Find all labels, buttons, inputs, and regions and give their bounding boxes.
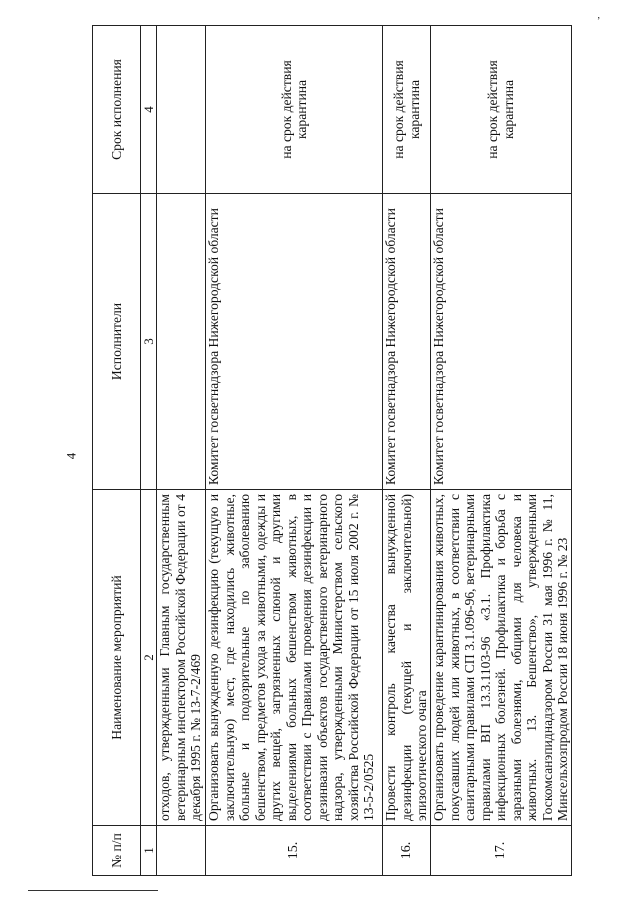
rotated-table-container	[92, 26, 632, 876]
header-name: Наименование мероприятий	[93, 490, 141, 826]
row-num: 15.	[206, 826, 383, 876]
scan-mark: ʼ	[597, 16, 601, 27]
row-name: Организовать проведение карантинирования животных, покусавших людей или животных, в соответствии с санитарными правилами СП 3.1.096-96, ветеринарными правилами ВП 13.3.1103-96 «3.1. Профилактика инфекционных болезней. Профилактика и борьба с заразными болезнями, общими для человека и животных. 13. Бешенство», утвержденными Госкомсанэпиднадзором России 31 мая 1996 г. № 11, Минсельхозпродом России 18 июня 1996 г. № 23	[431, 490, 572, 826]
row-num: 16.	[383, 826, 431, 876]
row-deadline: на срок действия карантина	[383, 26, 431, 194]
row-executors: Комитет госветнадзора Нижегородской области	[383, 194, 431, 490]
row-name: Организовать вынужденную дезинфекцию (текущую и заключительную) мест, где находились животные, больные и подозрительные по заболеванию бешенством, предметов ухода за животными, одежды и других вещей, загрязненных слюной и другими выделениями больных бешенством животных, в соответствии с Правилами проведения дезинфекции и дезинвазии объектов государственного ветеринарного надзора, утвержденными Министерством сельского хозяйства Российской Федерации от 15 июля 2002 г. № 13-5-2/0525	[206, 490, 383, 826]
row-executors: Комитет госветнадзора Нижегородской области	[206, 194, 383, 490]
column-index: 4	[141, 26, 157, 194]
row-name: Провести контроль качества вынужденной дезинфекции (текущей и заключительной) эпизоотического очага	[383, 490, 431, 826]
column-index: 2	[141, 490, 157, 826]
footnote-rule	[28, 890, 158, 891]
table-row	[431, 26, 572, 876]
column-index-row	[141, 26, 157, 876]
table-row	[206, 26, 383, 876]
measures-table	[92, 25, 572, 876]
row-deadline	[157, 26, 206, 194]
row-executors	[157, 194, 206, 490]
row-num: 17.	[431, 826, 572, 876]
column-index: 1	[141, 826, 157, 876]
row-deadline: на срок действия карантина	[431, 26, 572, 194]
page-number: 4	[63, 452, 79, 460]
row-num	[157, 826, 206, 876]
table-row	[157, 26, 206, 876]
table-header-row	[93, 26, 141, 876]
header-num: № п/п	[93, 826, 141, 876]
row-deadline: на срок действия карантина	[206, 26, 383, 194]
row-name: отходов, утвержденными Главным государственным ветеринарным инспектором Российской Федерации от 4 декабря 1995 г. № 13-7-2/469	[157, 490, 206, 826]
table-row	[383, 26, 431, 876]
header-executors: Исполнители	[93, 194, 141, 490]
header-deadline: Срок исполнения	[93, 26, 141, 194]
column-index: 3	[141, 194, 157, 490]
row-executors: Комитет госветнадзора Нижегородской области	[431, 194, 572, 490]
